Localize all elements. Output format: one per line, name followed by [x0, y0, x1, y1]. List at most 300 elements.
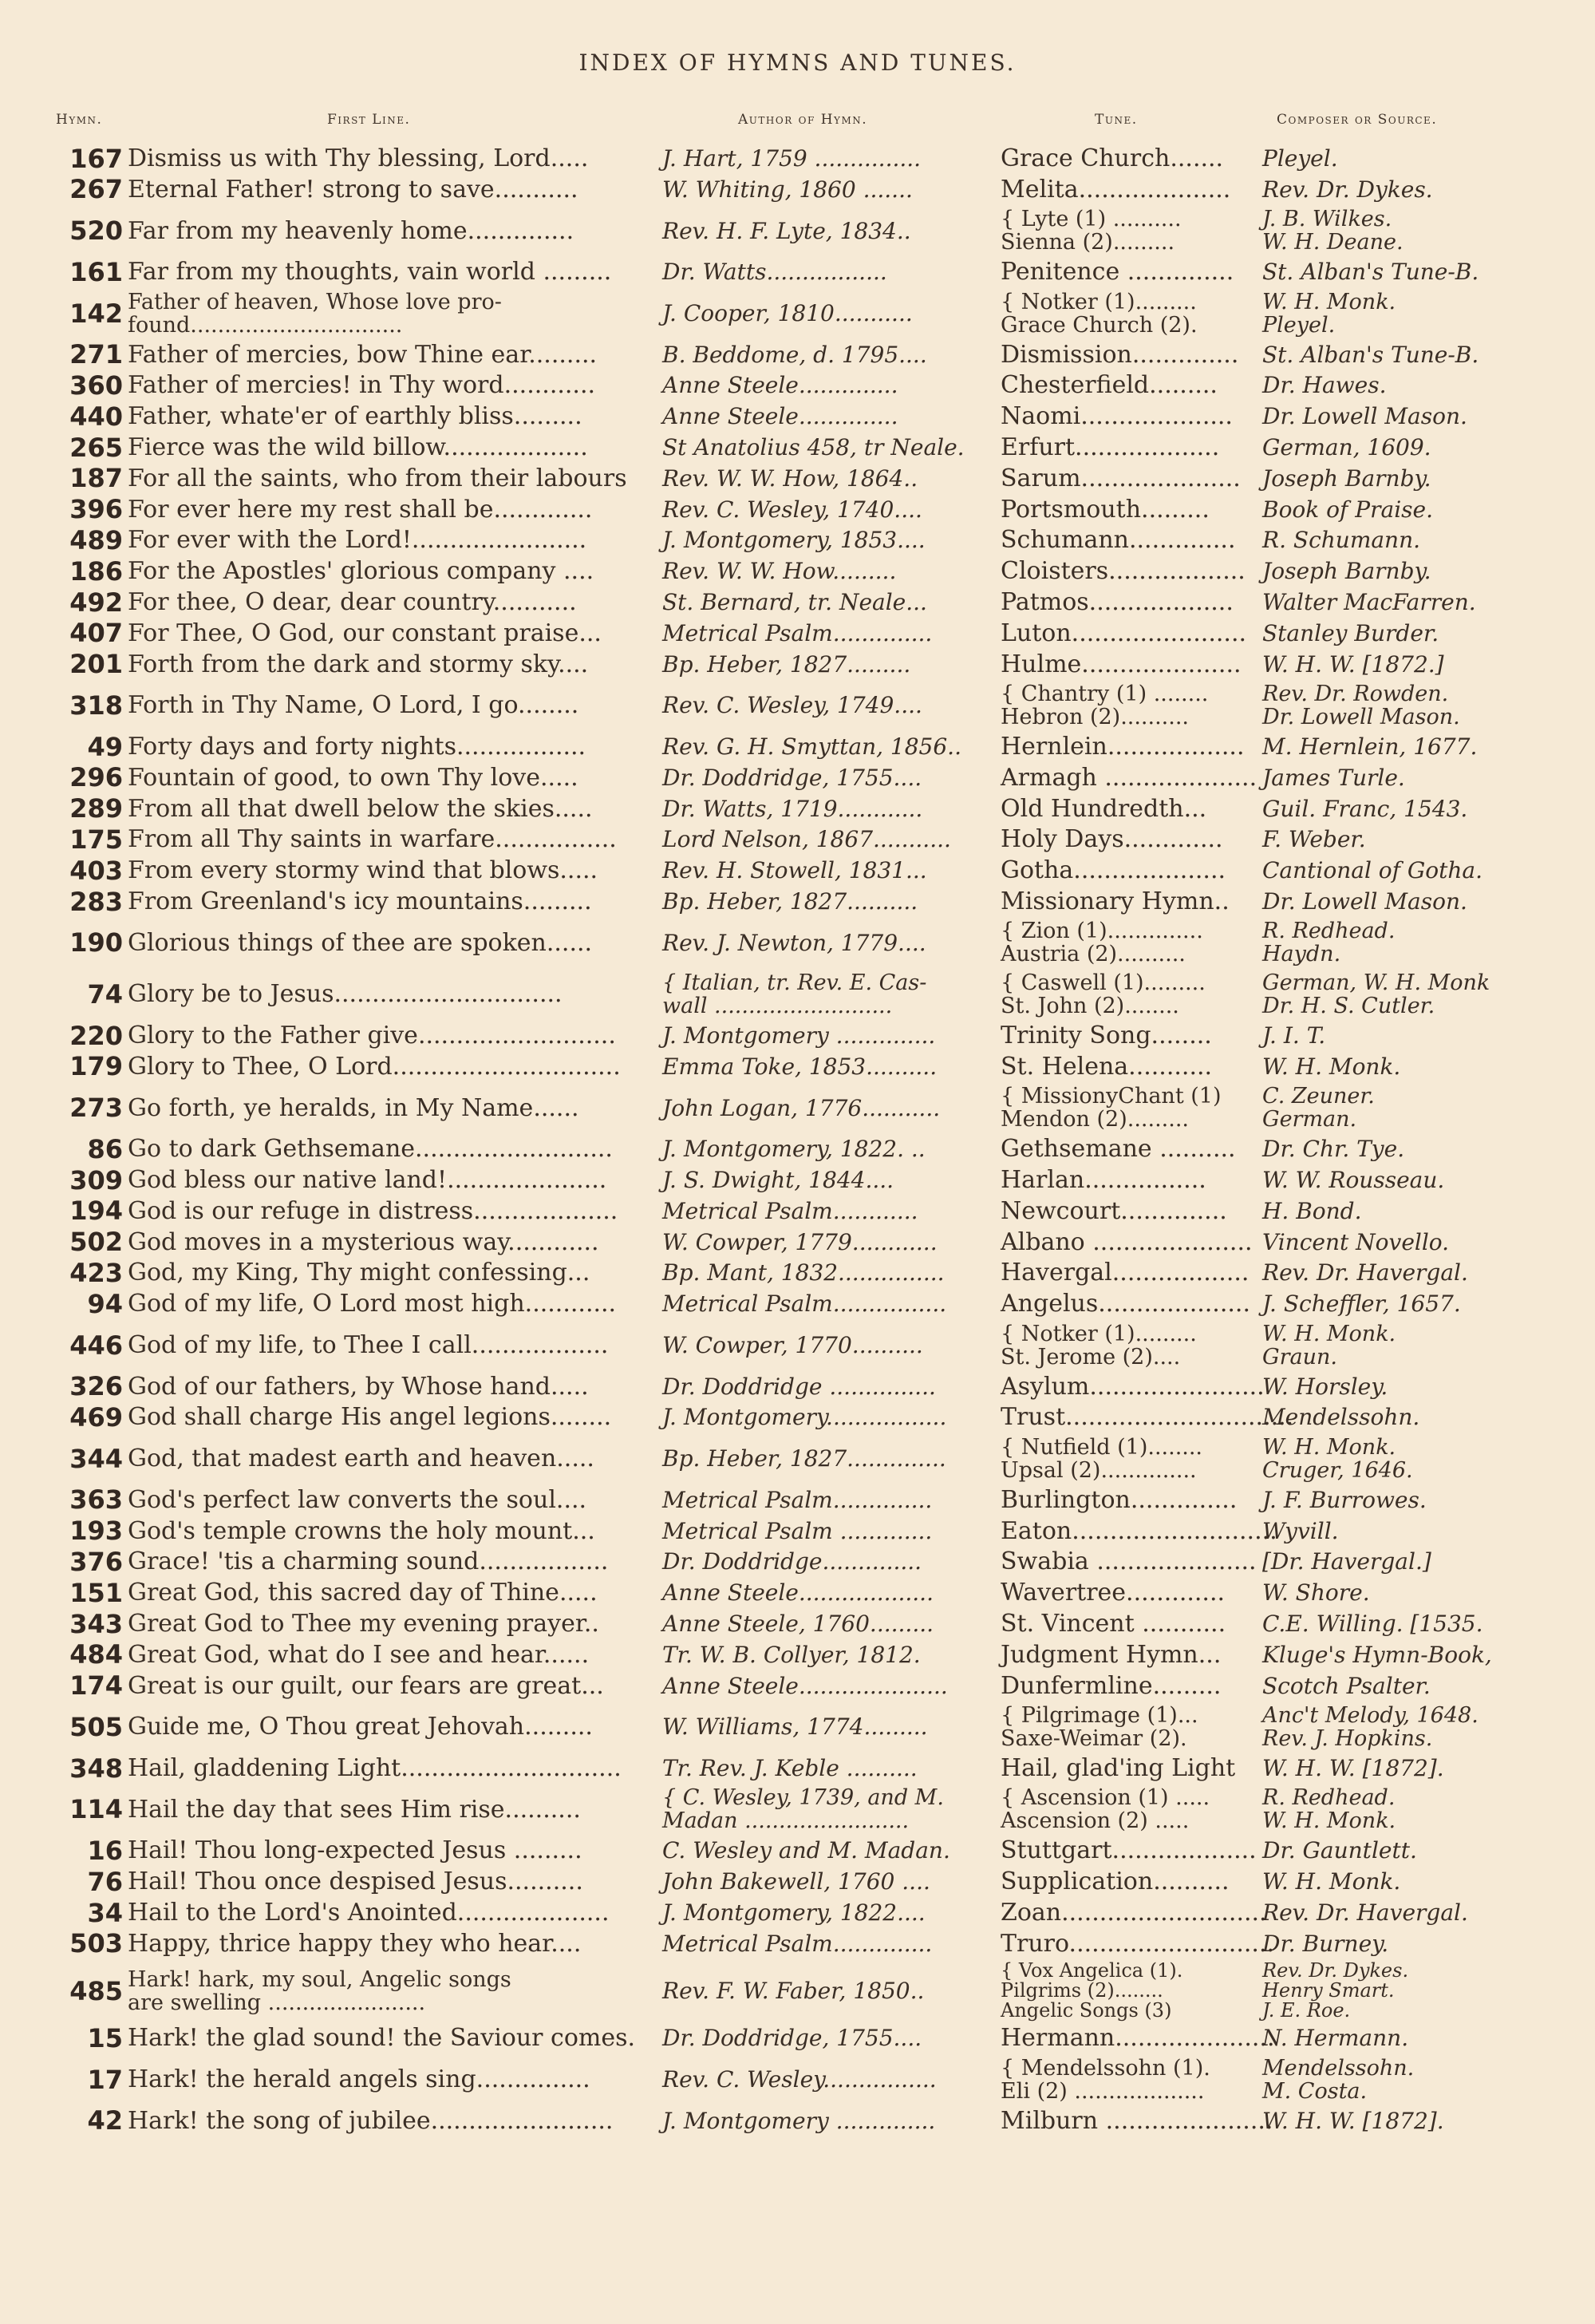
tune-name: Gethsemane .......... — [1001, 1135, 1236, 1164]
composer: Dr. Lowell Mason. — [1262, 704, 1460, 729]
index-row — [0, 1485, 1595, 1515]
composer: German, 1609. — [1262, 434, 1431, 461]
composer: Cruger, 1646. — [1262, 1457, 1413, 1483]
tune-name: Gotha.................... — [1001, 856, 1226, 885]
first-line: Great is our guilt, our fears are great... — [128, 1671, 604, 1700]
index-row — [0, 144, 1595, 173]
first-line: Glory be to Jesus.............................. — [128, 980, 563, 1009]
tune-name: Schumann.............. — [1001, 526, 1236, 555]
hymn-author: Tr. Rev. J. Keble .......... — [662, 1755, 918, 1782]
tune-name: Penitence .............. — [1001, 258, 1234, 287]
hymn-author: Rev. C. Wesley, 1749.... — [662, 692, 922, 719]
index-row — [0, 1929, 1595, 1958]
index-row — [0, 556, 1595, 586]
composer: Dr. Burney. — [1262, 1930, 1389, 1957]
first-line: Eternal Father! strong to save........... — [128, 175, 578, 204]
composer: W. H. Monk. — [1262, 1868, 1401, 1895]
index-row — [0, 1258, 1595, 1287]
hymn-number: 220 — [69, 1020, 123, 1051]
hymn-author: Anne Steele.............. — [662, 372, 898, 399]
index-row — [0, 2023, 1595, 2053]
first-line: Great God to Thee my evening prayer.. — [128, 1610, 599, 1638]
first-line: Glorious things of thee are spoken...... — [128, 928, 593, 957]
index-row — [0, 587, 1595, 617]
hymn-number: 503 — [69, 1928, 123, 1959]
composer: W. H. Monk. — [1262, 289, 1396, 314]
index-row — [0, 1547, 1595, 1576]
composer: Book of Praise. — [1262, 496, 1433, 523]
hymn-number: 360 — [69, 370, 123, 401]
hymn-number: 42 — [87, 2105, 123, 2136]
hymn-number: 485 — [69, 1975, 123, 2006]
hymn-number: 74 — [87, 978, 123, 1010]
hymn-number: 114 — [69, 1794, 123, 1825]
hymn-author: J. Montgomery, 1822.... — [662, 1899, 926, 1927]
composer: James Turle. — [1262, 764, 1405, 791]
first-line: Fountain of good, to own Thy love..... — [128, 763, 578, 792]
header-composer: Composer or Source. — [1277, 112, 1438, 128]
tune-name: { Mendelssohn (1). — [1001, 2055, 1210, 2081]
hymn-number: 17 — [87, 2064, 123, 2095]
first-line: For ever here my rest shall be............. — [128, 495, 593, 524]
tune-name: { Ascension (1) ..... — [1001, 1785, 1210, 1811]
hymn-number: 283 — [69, 886, 123, 917]
tune-name: Sarum..................... — [1001, 464, 1241, 492]
tune-name: { Zion (1).............. — [1001, 919, 1203, 944]
index-row — [0, 1402, 1595, 1432]
hymn-author: Anne Steele..................... — [662, 1672, 948, 1699]
index-row — [0, 1960, 1595, 2022]
index-row — [0, 1578, 1595, 1607]
hymn-author: J. Montgomery, 1822. .. — [662, 1136, 926, 1163]
tune-name: Hernlein.................. — [1001, 733, 1245, 761]
composer: W. H. Deane. — [1262, 230, 1404, 255]
composer: Wyvill. — [1262, 1517, 1339, 1544]
hymn-author: J. Cooper, 1810........... — [662, 300, 913, 326]
first-line: For ever with the Lord!....................... — [128, 526, 587, 555]
hymn-number: 403 — [69, 855, 123, 886]
first-line: Hark! the glad sound! the Saviour comes. — [128, 2024, 636, 2053]
composer: M. Costa. — [1262, 2078, 1368, 2104]
tune-name: Luton....................... — [1001, 619, 1247, 647]
tune-name: Newcourt.............. — [1001, 1196, 1227, 1225]
index-row — [0, 918, 1595, 968]
tune-name: St. Jerome (2).... — [1001, 1344, 1181, 1370]
composer: C. Zeuner. — [1262, 1084, 1375, 1109]
tune-name: Supplication.......... — [1001, 1868, 1230, 1896]
index-row — [0, 1134, 1595, 1164]
composer: J. E. Roe. — [1262, 1999, 1351, 2022]
composer: W. H. Monk. — [1262, 1434, 1396, 1460]
composer: Walter MacFarren. — [1262, 589, 1476, 616]
hymn-author: Emma Toke, 1853.......... — [662, 1053, 938, 1080]
composer: J. Scheffler, 1657. — [1262, 1290, 1461, 1318]
tune-name: Upsal (2).............. — [1001, 1457, 1197, 1483]
hymn-author: Anne Steele, 1760......... — [662, 1611, 934, 1638]
first-line: God moves in a mysterious way............ — [128, 1227, 599, 1256]
first-line: God's perfect law converts the soul.... — [128, 1485, 587, 1514]
composer: St. Alban's Tune-B. — [1262, 259, 1479, 286]
hymn-author: J. Hart, 1759 ............... — [662, 145, 922, 172]
tune-name: Pilgrims (2)........ — [1001, 1979, 1163, 2002]
tune-name: { Notker (1)......... — [1001, 289, 1197, 314]
first-line: From Greenland's icy mountains......... — [128, 887, 592, 916]
hymn-number: 15 — [87, 2022, 123, 2053]
first-line: Far from my heavenly home.............. — [128, 216, 574, 245]
hymn-number: 151 — [69, 1577, 123, 1608]
hymn-author: St. Bernard, tr. Neale... — [662, 589, 927, 616]
hymn-number: 265 — [69, 432, 123, 463]
tune-name: Ascension (2) ..... — [1001, 1808, 1190, 1834]
tune-name: Hebron (2).......... — [1001, 704, 1190, 729]
hymn-author: Dr. Doddridge.............. — [662, 1548, 922, 1575]
hymn-author: wall .......................... — [662, 993, 893, 1018]
tune-name: Trust.............................. — [1001, 1403, 1294, 1432]
tune-name: Sienna (2)......... — [1001, 230, 1175, 255]
tune-name: Burlington.............. — [1001, 1485, 1238, 1514]
hymn-number: 271 — [69, 339, 123, 370]
composer: M. Hernlein, 1677. — [1262, 733, 1478, 761]
index-row — [0, 257, 1595, 287]
composer: Joseph Barnby. — [1262, 464, 1431, 492]
first-line: Dismiss us with Thy blessing, Lord..... — [128, 144, 589, 173]
composer: W. H. Monk. — [1262, 1808, 1396, 1834]
hymn-author: Dr. Doddridge, 1755.... — [662, 2025, 922, 2052]
tune-name: Cloisters.................. — [1001, 557, 1246, 586]
first-line: Glory to Thee, O Lord.............................. — [128, 1052, 621, 1081]
hymn-number: 175 — [69, 824, 123, 855]
tune-name: Asylum....................... — [1001, 1372, 1265, 1401]
tune-name: Angelus.................... — [1001, 1290, 1250, 1318]
first-line: Great God, what do I see and hear...... — [128, 1640, 590, 1669]
hymn-author: Rev. W. W. How......... — [662, 558, 897, 585]
first-line: Hail, gladdening Light............................. — [128, 1754, 622, 1783]
header-hymn: Hymn. — [56, 112, 103, 128]
first-line: Fierce was the wild billow................... — [128, 433, 588, 462]
composer: W. Horsley. — [1262, 1373, 1388, 1400]
index-row — [0, 1753, 1595, 1783]
tune-name: Hermann..................... — [1001, 2024, 1275, 2053]
first-line: Forth in Thy Name, O Lord, I go........ — [128, 691, 579, 720]
hymn-number: 161 — [69, 256, 123, 287]
composer: N. Hermann. — [1262, 2025, 1409, 2052]
first-line: Father of mercies! in Thy word............ — [128, 371, 596, 400]
composer: W. H. W. [1872]. — [1262, 1755, 1444, 1782]
composer: Stanley Burder. — [1262, 619, 1439, 646]
composer: Dr. Gauntlett. — [1262, 1837, 1417, 1864]
hymn-author: J. Montgomery .............. — [662, 1022, 936, 1049]
tune-name: Missionary Hymn.. — [1001, 887, 1230, 916]
hymn-author: Anne Steele................... — [662, 1579, 934, 1607]
hymn-author: Madan ........................ — [662, 1808, 910, 1834]
hymn-author: J. S. Dwight, 1844.... — [662, 1167, 894, 1194]
hymn-number: 376 — [69, 1547, 123, 1577]
tune-name: Zoan........................... — [1001, 1899, 1267, 1927]
first-line: For Thee, O God, our constant praise... — [128, 619, 602, 647]
first-line: From all that dwell below the skies..... — [128, 794, 593, 823]
composer: J. I. T. — [1262, 1022, 1326, 1049]
composer: Vincent Novello. — [1262, 1228, 1450, 1255]
hymn-author: Dr. Doddridge, 1755.... — [662, 764, 922, 791]
first-line: Father, whate'er of earthly bliss......... — [128, 402, 582, 431]
first-line: God of my life, O Lord most high............ — [128, 1290, 617, 1318]
tune-name: { Notker (1)......... — [1001, 1321, 1197, 1346]
tune-name: Dismission.............. — [1001, 340, 1239, 369]
first-line: God of my life, to Thee I call.................. — [128, 1331, 609, 1359]
composer: Haydn. — [1262, 942, 1341, 967]
index-row — [0, 1227, 1595, 1257]
index-row — [0, 175, 1595, 204]
hymn-author: J. Montgomery, 1853.... — [662, 527, 926, 554]
first-line: Glory to the Father give.......................... — [128, 1022, 616, 1050]
index-row — [0, 1433, 1595, 1484]
composer: W. H. W. [1872.] — [1262, 650, 1444, 678]
hymn-author: W. Cowper, 1779............ — [662, 1228, 938, 1255]
hymn-author: Rev. F. W. Faber, 1850.. — [662, 1978, 925, 2005]
tune-name: Old Hundredth... — [1001, 794, 1207, 823]
hymn-number: 505 — [69, 1711, 123, 1742]
hymn-number: 309 — [69, 1164, 123, 1196]
tune-name: Angelic Songs (3) — [1001, 1999, 1172, 2022]
composer: St. Alban's Tune-B. — [1262, 341, 1479, 368]
composer: Dr. Lowell Mason. — [1262, 403, 1467, 430]
composer: Scotch Psalter. — [1262, 1672, 1431, 1699]
tune-name: Saxe-Weimar (2). — [1001, 1725, 1187, 1751]
first-line: Grace! 'tis a charming sound................. — [128, 1547, 609, 1576]
first-line: Guide me, O Thou great Jehovah......... — [128, 1713, 593, 1741]
hymn-author: Bp. Heber, 1827......... — [662, 650, 911, 678]
tune-name: Hail, glad'ing Light — [1001, 1754, 1236, 1783]
index-row — [0, 1785, 1595, 1835]
hymn-number: 502 — [69, 1227, 123, 1258]
composer: Dr. Lowell Mason. — [1262, 888, 1467, 915]
index-row — [0, 2106, 1595, 2136]
index-row — [0, 2054, 1595, 2105]
header-author: Author of Hymn. — [738, 112, 868, 128]
composer: Rev. Dr. Havergal. — [1262, 1899, 1468, 1927]
tune-name: Armagh .................... — [1001, 763, 1257, 792]
index-row — [0, 433, 1595, 462]
tune-name: Naomi.................... — [1001, 402, 1233, 431]
index-row — [0, 763, 1595, 792]
tune-name: Eaton........................... — [1001, 1516, 1277, 1545]
tune-name: Mendon (2)......... — [1001, 1107, 1190, 1132]
first-line: God is our refuge in distress................... — [128, 1196, 618, 1225]
hymn-number: 142 — [69, 298, 123, 329]
index-row — [0, 1640, 1595, 1670]
tune-name: Eli (2) ................... — [1001, 2078, 1205, 2104]
tune-name: Holy Days............. — [1001, 825, 1223, 854]
first-line: Far from my thoughts, vain world ......... — [128, 258, 612, 287]
composer: Rev. Dr. Rowden. — [1262, 681, 1449, 706]
composer: [Dr. Havergal.] — [1262, 1548, 1431, 1575]
hymn-number: 86 — [87, 1133, 123, 1164]
tune-name: { Pilgrimage (1)... — [1001, 1702, 1198, 1728]
hymn-number: 492 — [69, 587, 123, 618]
composer: Dr. H. S. Cutler. — [1262, 993, 1435, 1018]
hymn-author: Rev. G. H. Smyttan, 1856.. — [662, 733, 961, 761]
first-line: God shall charge His angel legions........ — [128, 1403, 612, 1432]
composer: H. Bond. — [1262, 1197, 1362, 1224]
index-row — [0, 1898, 1595, 1927]
hymn-author: Bp. Mant, 1832............... — [662, 1259, 945, 1286]
first-line: Hail! Thou once despised Jesus.......... — [128, 1868, 583, 1896]
hymn-author: J. Montgomery................. — [662, 1404, 947, 1431]
composer: Rev. Dr. Dykes. — [1262, 176, 1433, 203]
hymn-author: Rev. H. F. Lyte, 1834.. — [662, 217, 911, 244]
composer: Pleyel. — [1262, 312, 1336, 338]
composer: Pleyel. — [1262, 145, 1338, 172]
tune-name: Harlan................ — [1001, 1166, 1206, 1195]
hymn-number: 94 — [87, 1288, 123, 1319]
first-line: are swelling ....................... — [128, 1990, 426, 2015]
hymn-number: 167 — [69, 143, 123, 174]
first-line: For all the saints, who from their labours — [128, 464, 627, 492]
composer: R. Redhead. — [1262, 1785, 1396, 1811]
hymn-author: J. Montgomery .............. — [662, 2107, 936, 2134]
index-row — [0, 525, 1595, 555]
tune-name: Stuttgart................... — [1001, 1836, 1257, 1865]
composer: Anc't Melody, 1648. — [1262, 1702, 1479, 1728]
tune-name: { MissionyChant (1) — [1001, 1084, 1222, 1109]
hymn-author: W. Cowper, 1770.......... — [662, 1332, 923, 1358]
composer: W. Shore. — [1262, 1579, 1370, 1607]
index-row — [0, 1867, 1595, 1896]
index-row — [0, 1372, 1595, 1401]
composer: C.E. Willing. [1535. — [1262, 1611, 1483, 1638]
composer: J. B. Wilkes. — [1262, 207, 1392, 232]
hymn-number: 446 — [69, 1330, 123, 1361]
first-line: God's temple crowns the holy mount... — [128, 1516, 595, 1545]
tune-name: Grace Church (2). — [1001, 312, 1198, 338]
hymn-number: 326 — [69, 1371, 123, 1402]
hymn-author: Metrical Psalm................ — [662, 1290, 947, 1318]
tune-name: { Chantry (1) ........ — [1001, 681, 1209, 706]
tune-name: Wavertree............. — [1001, 1579, 1226, 1607]
index-row — [0, 794, 1595, 824]
first-line: For the Apostles' glorious company .... — [128, 557, 594, 586]
composer: Rev. Dr. Dykes. — [1262, 1959, 1409, 1982]
first-line: God, my King, Thy might confessing... — [128, 1259, 590, 1287]
index-row — [0, 1702, 1595, 1752]
hymn-author: Dr. Watts, 1719............ — [662, 795, 923, 822]
page-title: INDEX OF HYMNS AND TUNES. — [578, 49, 1017, 76]
hymn-number: 348 — [69, 1753, 123, 1784]
composer: Mendelssohn. — [1262, 2055, 1415, 2081]
index-row — [0, 856, 1595, 885]
first-line: found............................... — [128, 312, 403, 338]
index-row — [0, 1196, 1595, 1226]
hymn-author: Rev. C. Wesley................ — [662, 2066, 937, 2093]
hymn-number: 520 — [69, 215, 123, 247]
index-row — [0, 401, 1595, 431]
hymn-author: C. Wesley and M. Madan. — [662, 1837, 950, 1864]
first-line: For thee, O dear, dear country........... — [128, 588, 577, 617]
hymn-number: 76 — [87, 1866, 123, 1897]
hymn-number: 186 — [69, 555, 123, 587]
index-row — [0, 619, 1595, 648]
composer: Dr. Chr. Tye. — [1262, 1136, 1405, 1163]
tune-name: Swabia ..................... — [1001, 1547, 1257, 1576]
hymn-number: 34 — [87, 1897, 123, 1928]
tune-name: Judgment Hymn... — [1001, 1640, 1222, 1669]
hymn-author: Metrical Psalm.............. — [662, 1930, 933, 1957]
index-row — [0, 340, 1595, 370]
first-line: God of our fathers, by Whose hand..... — [128, 1372, 589, 1401]
hymn-number: 484 — [69, 1639, 123, 1670]
hymn-author: Anne Steele.............. — [662, 403, 898, 430]
index-row — [0, 732, 1595, 761]
index-row — [0, 1516, 1595, 1546]
tune-name: Erfurt................... — [1001, 433, 1220, 462]
first-line: Forty days and forty nights................. — [128, 733, 586, 761]
index-row — [0, 887, 1595, 916]
hymn-author: { Italian, tr. Rev. E. Cas- — [662, 970, 927, 995]
hymn-author: Rev. J. Newton, 1779.... — [662, 929, 926, 956]
first-line: Father of mercies, bow Thine ear......... — [128, 340, 598, 369]
composer: Graun. — [1262, 1344, 1337, 1370]
hymn-number: 193 — [69, 1516, 123, 1547]
first-line: God bless our native land!..................... — [128, 1166, 607, 1195]
first-line: Great God, this sacred day of Thine..... — [128, 1579, 598, 1607]
hymn-author: Bp. Heber, 1827.......... — [662, 888, 918, 915]
tune-name: Dunfermline......... — [1001, 1671, 1222, 1700]
composer: Kluge's Hymn-Book, — [1262, 1641, 1492, 1668]
hymn-number: 423 — [69, 1258, 123, 1288]
index-row — [0, 1609, 1595, 1638]
index-row — [0, 206, 1595, 256]
hymn-author: Rev. C. Wesley, 1740.... — [662, 496, 922, 523]
index-row — [0, 1671, 1595, 1701]
first-line: From every stormy wind that blows..... — [128, 856, 598, 885]
hymn-author: B. Beddome, d. 1795.... — [662, 341, 927, 368]
first-line: Go forth, ye heralds, in My Name...... — [128, 1093, 579, 1122]
index-row — [0, 650, 1595, 679]
index-row — [0, 370, 1595, 400]
composer: Henry Smart. — [1262, 1979, 1395, 2002]
first-line: Happy, thrice happy they who hear.... — [128, 1929, 582, 1958]
hymn-number: 273 — [69, 1093, 123, 1124]
composer: W. H. Monk. — [1262, 1053, 1401, 1080]
index-row — [0, 969, 1595, 1019]
index-row — [0, 1289, 1595, 1318]
index-row — [0, 680, 1595, 730]
tune-name: Milburn ...................... — [1001, 2106, 1273, 2135]
first-line: Father of heaven, Whose love pro- — [128, 289, 502, 314]
header-first-line: First Line. — [327, 112, 411, 128]
first-line: Hail the day that sees Him rise.......... — [128, 1795, 581, 1824]
composer: R. Schumann. — [1262, 527, 1421, 554]
composer: Guil. Franc, 1543. — [1262, 795, 1468, 822]
header-tune: Tune. — [1095, 112, 1138, 128]
hymn-author: Metrical Psalm.............. — [662, 1486, 933, 1513]
tune-name: Truro........................... — [1001, 1929, 1275, 1958]
tune-name: { Nutfield (1)........ — [1001, 1434, 1203, 1460]
hymn-author: W. Williams, 1774......... — [662, 1713, 928, 1741]
first-line: Hark! the song of jubilee........................ — [128, 2106, 614, 2135]
hymn-author: Dr. Doddridge ............... — [662, 1373, 936, 1400]
tune-name: Chesterfield......... — [1001, 371, 1218, 400]
hymn-number: 201 — [69, 649, 123, 680]
hymn-author: St Anatolius 458, tr Neale. — [662, 434, 965, 461]
hymn-number: 396 — [69, 494, 123, 525]
first-line: Forth from the dark and stormy sky.... — [128, 650, 589, 678]
tune-name: St. Helena........... — [1001, 1052, 1213, 1081]
composer: German. — [1262, 1107, 1357, 1132]
hymn-author: Lord Nelson, 1867........... — [662, 826, 951, 853]
composer: German, W. H. Monk — [1262, 970, 1490, 995]
composer: W. H. W. [1872]. — [1262, 2107, 1444, 2134]
